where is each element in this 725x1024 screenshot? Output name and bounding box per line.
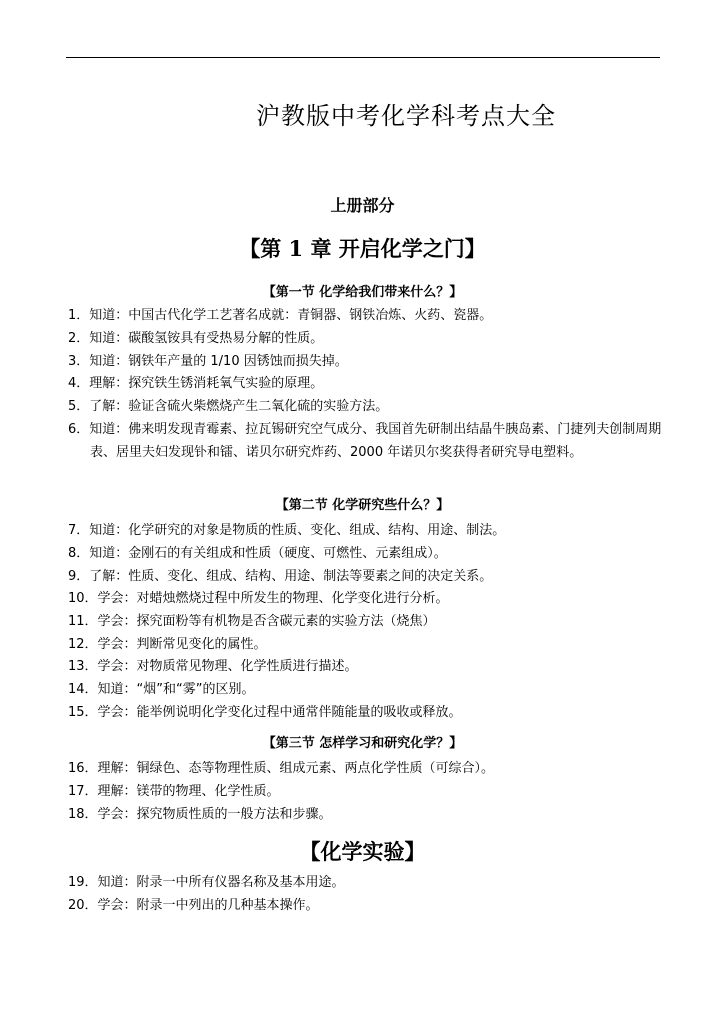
chapter-title: 【第 1 章 开启化学之门】	[239, 236, 486, 261]
list-item: 5．了解：验证含硫火柴燃烧产生二氧化硫的实验方法。	[68, 399, 389, 414]
list-item: 18．学会：探究物质性质的一般方法和步骤。	[68, 807, 332, 822]
section-title-1: 【第一节 化学给我们带来什么？】	[262, 285, 463, 300]
list-item: 13．学会：对物质常见物理、化学性质进行描述。	[68, 659, 358, 674]
list-item: 4．理解：探究铁生锈消耗氧气实验的原理。	[68, 376, 324, 391]
list-item: 6．知道：佛来明发现青霉素、拉瓦锡研究空气成分、我国首先研制出结晶牛胰岛素、门捷列夫创制周期表、居里夫妇发现钋和镭、诺贝尔研究炸药、2000 年诺贝尔奖获得者研究导电塑料。	[68, 422, 662, 460]
list-item: 2．知道：碳酸氢铵具有受热易分解的性质。	[68, 331, 324, 346]
list-item: 19．知道：附录一中所有仪器名称及基本用途。	[68, 875, 345, 890]
list-item: 12．学会：判断常见变化的属性。	[68, 637, 267, 652]
list-item: 8．知道：金刚石的有关组成和性质（硬度、可燃性、元素组成）。	[68, 546, 447, 561]
list-item: 15．学会：能举例说明化学变化过程中通常伴随能量的吸收或释放。	[68, 705, 462, 720]
list-item: 10．学会：对蜡烛燃烧过程中所发生的物理、化学变化进行分析。	[68, 591, 449, 606]
document-title: 沪教版中考化学科考点大全	[256, 102, 556, 130]
list-item: 3．知道：钢铁年产量的 1/10 因锈蚀而损失掉。	[68, 354, 348, 369]
list-item: 17．理解：镁带的物理、化学性质。	[68, 784, 280, 799]
section-title-3: 【第三节 怎样学习和研究化学？】	[262, 736, 463, 751]
section-title-2: 【第二节 化学研究些什么？】	[275, 498, 450, 513]
list-item: 11．学会：探究面粉等有机物是否含碳元素的实验方法（烧焦）	[68, 614, 436, 629]
list-item: 14．知道：“烟”和“雾”的区别。	[68, 682, 255, 697]
list-item: 7．知道：化学研究的对象是物质的性质、变化、组成、结构、用途、制法。	[68, 523, 506, 538]
header-rule	[66, 57, 660, 58]
list-item: 1．知道：中国古代化学工艺著名成就：青铜器、钢铁冶炼、火药、瓷器。	[68, 308, 493, 323]
list-item: 9．了解：性质、变化、组成、结构、用途、制法等要素之间的决定关系。	[68, 569, 493, 584]
list-item: 16．理解：铜绿色、态等物理性质、组成元素、两点化学性质（可综合）。	[68, 761, 495, 776]
part-title: 上册部分	[330, 196, 395, 215]
experiment-title: 【化学实验】	[299, 839, 426, 864]
list-item: 20．学会：附录一中列出的几种基本操作。	[68, 898, 319, 913]
